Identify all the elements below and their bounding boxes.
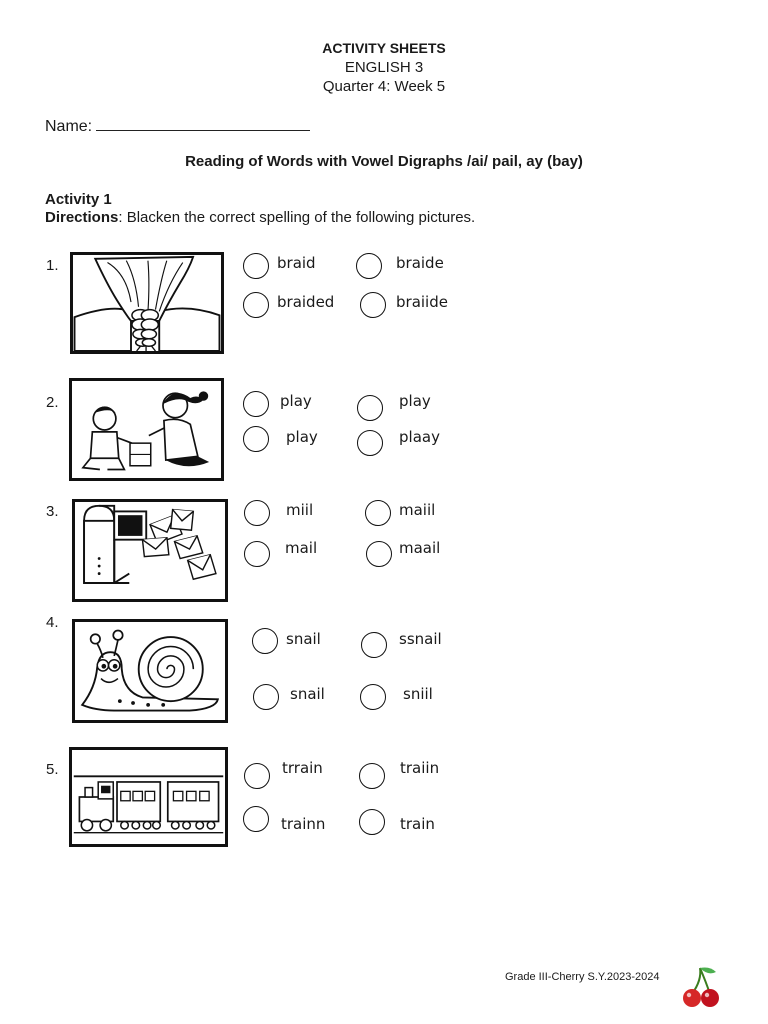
train-illustration <box>72 750 225 844</box>
option-word: mail <box>285 539 318 557</box>
option-word: snail <box>286 630 321 648</box>
option-2d[interactable] <box>357 430 457 460</box>
item-number: 5. <box>46 761 59 778</box>
option-1b[interactable] <box>356 253 466 283</box>
option-2b[interactable] <box>357 392 457 425</box>
subject: ENGLISH 3 <box>344 59 424 76</box>
train-picture <box>69 747 228 847</box>
item-number: 3. <box>46 503 59 520</box>
sheet-title: ACTIVITY SHEETS <box>322 40 446 56</box>
option-word: miil <box>286 501 314 519</box>
quarter-week: Quarter 4: Week 5 <box>322 78 446 95</box>
activity-title: Activity 1 <box>45 191 112 208</box>
option-word: ssnail <box>399 630 442 648</box>
option-3a[interactable] <box>244 500 344 530</box>
option-word: traiin <box>400 759 440 777</box>
option-word: maiil <box>399 501 436 519</box>
option-word: trainn <box>281 815 326 833</box>
answer-bubble[interactable] <box>360 292 386 318</box>
option-word: braide <box>396 254 444 272</box>
option-word: braided <box>277 293 335 311</box>
option-5a[interactable] <box>244 759 344 793</box>
option-word: sniil <box>403 685 433 703</box>
answer-bubble[interactable] <box>357 430 383 456</box>
directions-label: Directions <box>45 209 119 226</box>
item-number: 4. <box>46 614 59 631</box>
option-word: play <box>399 392 431 410</box>
answer-bubble[interactable] <box>244 500 270 526</box>
option-5d[interactable] <box>359 809 459 839</box>
answer-bubble[interactable] <box>360 684 386 710</box>
option-2c[interactable] <box>243 426 343 456</box>
option-3d[interactable] <box>366 541 466 571</box>
option-2a[interactable] <box>243 391 343 421</box>
option-5c[interactable] <box>243 806 343 836</box>
answer-bubble[interactable] <box>244 763 270 789</box>
children-playing-picture <box>69 378 224 481</box>
answer-bubble[interactable] <box>365 500 391 526</box>
answer-bubble[interactable] <box>243 253 269 279</box>
footer-text: Grade III-Cherry S.Y.2023-2024 <box>505 971 660 983</box>
option-1d[interactable] <box>360 292 470 322</box>
option-word: play <box>280 392 312 410</box>
answer-bubble[interactable] <box>243 806 269 832</box>
answer-bubble[interactable] <box>243 391 269 417</box>
directions-text: : Blacken the correct spelling of the following pictures. <box>118 209 476 226</box>
name-blank-line[interactable] <box>96 116 310 131</box>
mailbox-illustration <box>75 502 225 599</box>
option-3b[interactable] <box>365 500 465 530</box>
option-word: plaay <box>399 428 440 446</box>
item-number: 2. <box>46 394 59 411</box>
option-word: braiide <box>396 293 448 311</box>
option-4a[interactable] <box>252 628 352 658</box>
option-4c[interactable] <box>253 684 353 714</box>
option-1a[interactable] <box>243 253 343 283</box>
answer-bubble[interactable] <box>253 684 279 710</box>
answer-bubble[interactable] <box>359 763 385 789</box>
mailbox-picture <box>72 499 228 602</box>
option-1c[interactable] <box>243 292 353 322</box>
answer-bubble[interactable] <box>243 426 269 452</box>
option-5b[interactable] <box>359 759 459 793</box>
cherry-icon <box>680 964 722 1010</box>
option-4d[interactable] <box>360 684 460 714</box>
braid-picture <box>70 252 224 354</box>
answer-bubble[interactable] <box>356 253 382 279</box>
option-word: maail <box>399 539 441 557</box>
option-word: train <box>400 815 435 833</box>
lesson-subtitle: Reading of Words with Vowel Digraphs /ai/ pail, ay (bay) <box>185 153 583 170</box>
answer-bubble[interactable] <box>357 395 383 421</box>
option-word: braid <box>277 254 316 272</box>
directions <box>45 209 475 226</box>
children-playing-illustration <box>72 381 221 478</box>
answer-bubble[interactable] <box>361 632 387 658</box>
braid-illustration <box>73 255 221 351</box>
option-word: trrain <box>282 759 323 777</box>
answer-bubble[interactable] <box>252 628 278 654</box>
answer-bubble[interactable] <box>366 541 392 567</box>
answer-bubble[interactable] <box>243 292 269 318</box>
option-4b[interactable] <box>361 632 461 662</box>
snail-illustration <box>75 622 225 720</box>
item-number: 1. <box>46 257 59 274</box>
answer-bubble[interactable] <box>244 541 270 567</box>
snail-picture <box>72 619 228 723</box>
answer-bubble[interactable] <box>359 809 385 835</box>
name-label: Name: <box>45 118 93 135</box>
option-word: snail <box>290 685 325 703</box>
option-3c[interactable] <box>244 541 344 571</box>
name-field <box>45 116 310 136</box>
option-word: play <box>286 428 318 446</box>
